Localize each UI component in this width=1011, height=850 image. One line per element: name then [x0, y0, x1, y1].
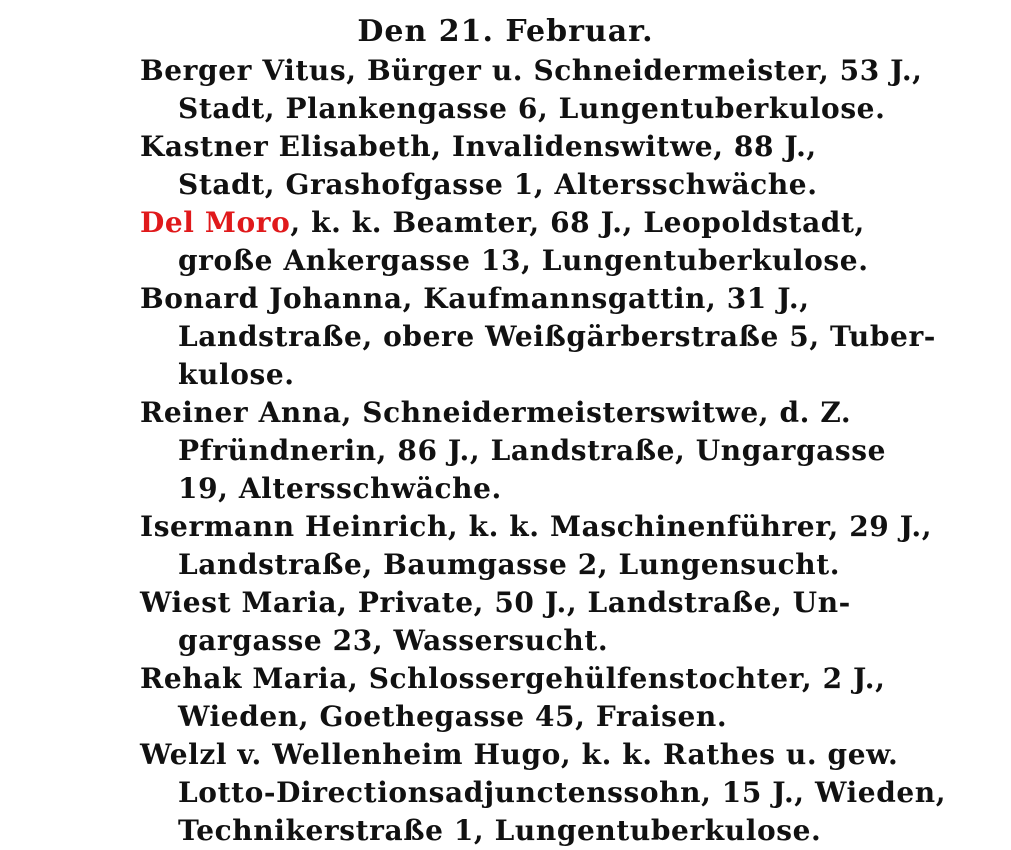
entry-line: Berger Vitus, Bürger u. Schneidermeister, 53 J.,	[140, 54, 923, 87]
entry-line-rest: , k. k. Beamter, 68 J., Leopoldstadt,	[290, 206, 865, 239]
highlighted-name: Del Moro	[140, 206, 291, 239]
entry-rehak-maria	[140, 660, 886, 736]
entry-line: Stadt, Grashofgasse 1, Altersschwäche.	[178, 168, 818, 201]
date-heading: Den 21. Februar.	[357, 14, 654, 49]
entry-line: Wiest Maria, Private, 50 J., Landstraße, Un-	[140, 586, 851, 619]
entry-line: Wieden, Goethegasse 45, Fraisen.	[178, 700, 728, 733]
entry-bonard-johanna	[140, 280, 937, 394]
entry-line: Lotto-Directionsadjunctenssohn, 15 J., Wieden,	[178, 776, 947, 809]
entry-wiest-maria	[140, 584, 851, 660]
entry-line: Stadt, Plankengasse 6, Lungentuberkulose.	[178, 92, 886, 125]
entry-line: Landstraße, obere Weißgärberstraße 5, Tuber-	[178, 320, 937, 353]
entry-welzl-hugo	[140, 736, 947, 850]
entry-kastner-elisabeth	[140, 128, 840, 204]
entry-line: Technikerstraße 1, Lungentuberkulose.	[178, 814, 822, 847]
entry-line: Rehak Maria, Schlossergehülfenstochter, 2 J.,	[140, 662, 886, 695]
entry-line: Isermann Heinrich, k. k. Maschinenführer, 29 J.,	[140, 510, 933, 543]
entry-isermann-heinrich	[140, 508, 933, 584]
entry-line: gargasse 23, Wassersucht.	[178, 624, 609, 657]
entry-line: Bonard Johanna, Kaufmannsgattin, 31 J.,	[140, 282, 810, 315]
entry-del-moro	[140, 204, 869, 280]
entry-line: 19, Altersschwäche.	[178, 472, 502, 505]
death-notice-list	[140, 52, 947, 850]
entry-line: große Ankergasse 13, Lungentuberkulose.	[178, 244, 869, 277]
entry-line: Kastner Elisabeth, Invalidenswitwe, 88 J.,	[140, 130, 817, 163]
entry-berger-vitus	[140, 52, 923, 128]
entry-line: Landstraße, Baumgasse 2, Lungensucht.	[178, 548, 841, 581]
entry-line	[140, 204, 865, 242]
entry-line: kulose.	[178, 358, 295, 391]
entry-line: Welzl v. Wellenheim Hugo, k. k. Rathes u. gew.	[140, 738, 899, 771]
entry-line: Pfründnerin, 86 J., Landstraße, Ungargasse	[178, 434, 887, 467]
entry-reiner-anna	[140, 394, 887, 508]
entry-line: Reiner Anna, Schneidermeisterswitwe, d. Z.	[140, 396, 852, 429]
